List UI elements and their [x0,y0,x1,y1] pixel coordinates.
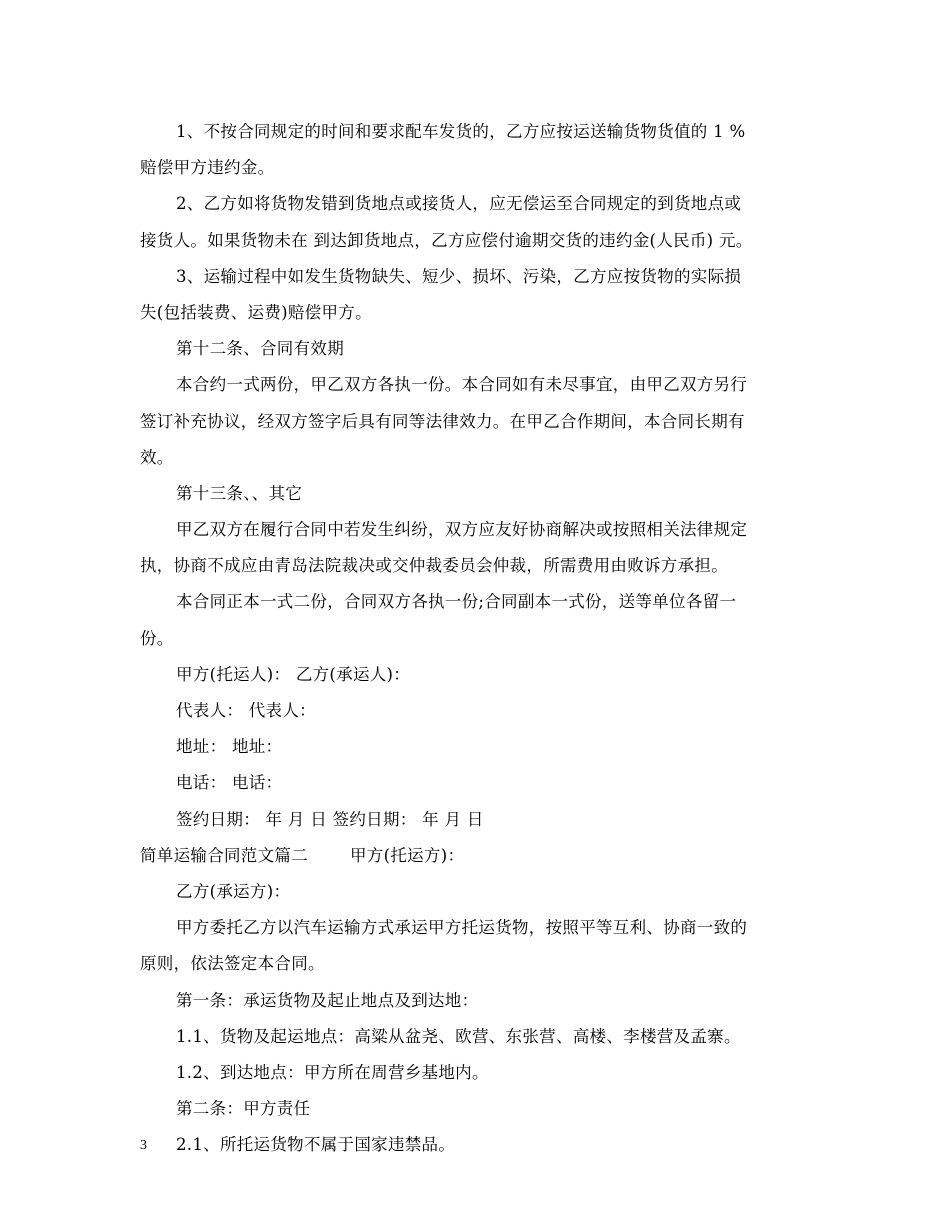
paragraph-line: 3、运输过程中如发生货物缺失、短少、损坏、污染，乙方应按货物的实际损 [176,266,742,286]
article-heading: 第一条：承运货物及起止地点及到达地： [176,990,479,1010]
party-b-line: 乙方(承运方)： [176,881,291,901]
paragraph-line: 原则，依法签定本合同。 [140,954,325,974]
signature-line: 地址： 地址： [176,737,283,757]
section-heading-line [140,838,820,874]
paragraph-line: 2、乙方如将货物发错到货地点或接货人，应无偿运至合同规定的到货地点或 [176,194,742,214]
signature-line: 电话： 电话： [176,773,283,793]
paragraph-line: 赔偿甲方违约金。 [140,158,275,178]
paragraph-line: 1、不按合同规定的时间和要求配车发货的，乙方应按运送输货物货值的 1 % [176,122,746,141]
document-body [140,114,820,1163]
article-heading: 第十三条、、其它 [176,483,303,503]
paragraph-line: 甲方委托乙方以汽车运输方式承运甲方托运货物，按照平等互利、协商一致的 [176,918,748,938]
paragraph-line: 失(包括装费、运费)赔偿甲方。 [140,302,372,322]
signature-line: 签约日期： 年 月 日 签约日期： 年 月 日 [176,809,484,829]
paragraph-line: 甲乙双方在履行合同中若发生纠纷，双方应友好协商解决或按照相关法律规定 [176,520,748,540]
paragraph-line: 执，协商不成应由青岛法院裁决或交仲裁委员会仲裁，所需费用由败诉方承担。 [140,556,728,576]
signature-line: 代表人： 代表人： [176,701,316,720]
signature-line: 甲方(托运人)： 乙方(承运人)： [176,664,411,684]
article-heading: 第二条：甲方责任 [176,1099,311,1119]
party-a-label: 甲方(托运方)： [350,845,465,865]
paragraph-line: 本合同正本一式二份，合同双方各执一份;合同副本一式份，送等单位各留一 [176,592,737,612]
paragraph-line: 本合约一式两份，甲乙双方各执一份。本合同如有未尽事宜，由甲乙双方另行 [176,375,748,395]
paragraph-line: 份。 [140,628,174,648]
clause-line: 2.1、所托运货物不属于国家违禁品。 [176,1135,456,1155]
paragraph-line: 效。 [140,447,174,467]
section-title: 简单运输合同范文篇二 [140,845,308,865]
page-number: 3 [140,1138,147,1153]
paragraph-line: 签订补充协议，经双方签字后具有同等法律效力。在甲乙合作期间，本合同长期有 [140,411,745,431]
paragraph-line: 接货人。如果货物未在 到达卸货地点，乙方应偿付逾期交货的违约金(人民币) 元。 [140,230,753,250]
clause-line: 1.1、货物及起运地点：高粱从盆尧、欧营、东张营、高楼、李楼营及孟寨。 [176,1026,741,1046]
clause-line: 1.2、到达地点：甲方所在周营乡基地内。 [176,1062,489,1082]
article-heading: 第十二条、合同有效期 [176,339,344,359]
